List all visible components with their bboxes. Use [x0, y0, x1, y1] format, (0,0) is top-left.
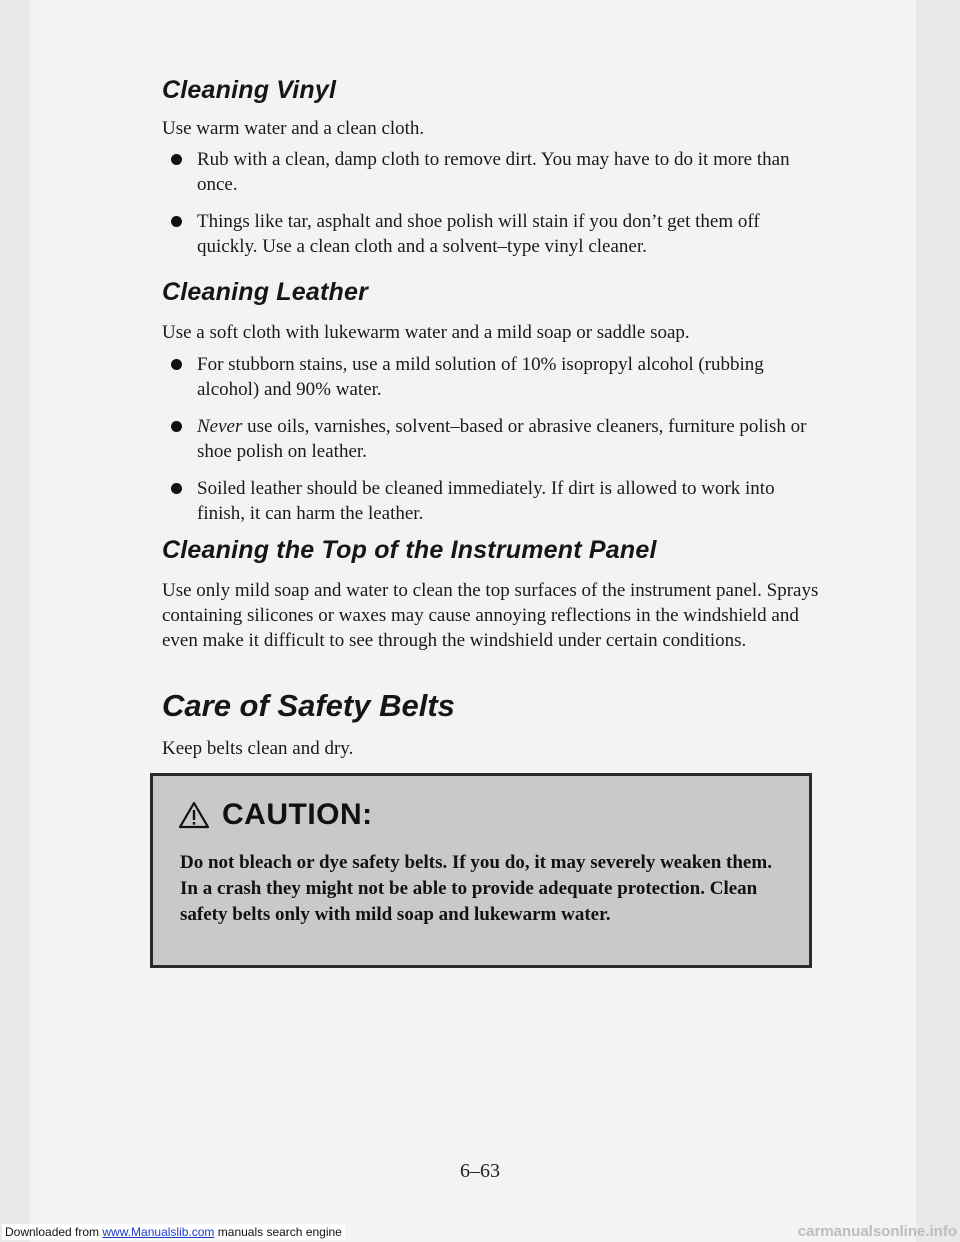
bullet-icon: [171, 216, 182, 227]
bullet-icon: [171, 154, 182, 165]
leather-intro: Use a soft cloth with lukewarm water and a mild soap or saddle soap.: [162, 322, 690, 343]
caution-header: [178, 798, 373, 832]
download-footer: Downloaded from www.Manualslib.com manuals search engine: [2, 1224, 345, 1240]
section-title-cleaning-vinyl: Cleaning Vinyl: [162, 76, 337, 104]
panel-body: Use only mild soap and water to clean the top surfaces of the instrument panel. Sprays containing silicones or waxes may cause annoying reflections in the windshield and even make it difficult to see through the windshield under certain conditions.: [162, 580, 819, 651]
page-number: 6–63: [460, 1160, 500, 1182]
bullet-icon: [171, 359, 182, 370]
list-item: For stubborn stains, use a mild solution of 10% isopropyl alcohol (rubbing alcohol) and 90% water.: [162, 352, 822, 402]
caution-title: CAUTION:: [222, 798, 373, 831]
emphasis-never: Never: [197, 416, 243, 437]
vinyl-intro: Use warm water and a clean cloth.: [162, 118, 425, 139]
vinyl-bullet-list: [162, 147, 822, 259]
list-item: Never use oils, varnishes, solvent–based or abrasive cleaners, furniture polish or shoe polish on leather.: [162, 414, 822, 464]
section-title-cleaning-leather: Cleaning Leather: [162, 278, 369, 306]
belts-intro: Keep belts clean and dry.: [162, 738, 354, 759]
section-title-safety-belts: Care of Safety Belts: [162, 688, 455, 723]
caution-box: [150, 773, 812, 968]
list-item: Rub with a clean, damp cloth to remove dirt. You may have to do it more than once.: [162, 147, 822, 197]
watermark: carmanualsonline.info: [797, 1223, 957, 1240]
list-item: Things like tar, asphalt and shoe polish will stain if you don’t get them off quickly. Use a clean cloth and a solvent–type vinyl cleaner.: [162, 209, 822, 259]
manualslib-link[interactable]: www.Manualslib.com: [102, 1225, 215, 1239]
list-item: Soiled leather should be cleaned immediately. If dirt is allowed to work into finish, it can harm the leather.: [162, 476, 822, 526]
leather-bullet-list: [162, 352, 822, 526]
caution-text: Do not bleach or dye safety belts. If you do, it may severely weaken them. In a crash they might not be able to provide adequate protection. Clean safety belts only with mild soap and lukewarm water.: [180, 852, 772, 925]
section-title-instrument-panel: Cleaning the Top of the Instrument Panel: [162, 536, 657, 564]
warning-triangle-icon: [178, 801, 210, 829]
bullet-icon: [171, 421, 182, 432]
bullet-icon: [171, 483, 182, 494]
